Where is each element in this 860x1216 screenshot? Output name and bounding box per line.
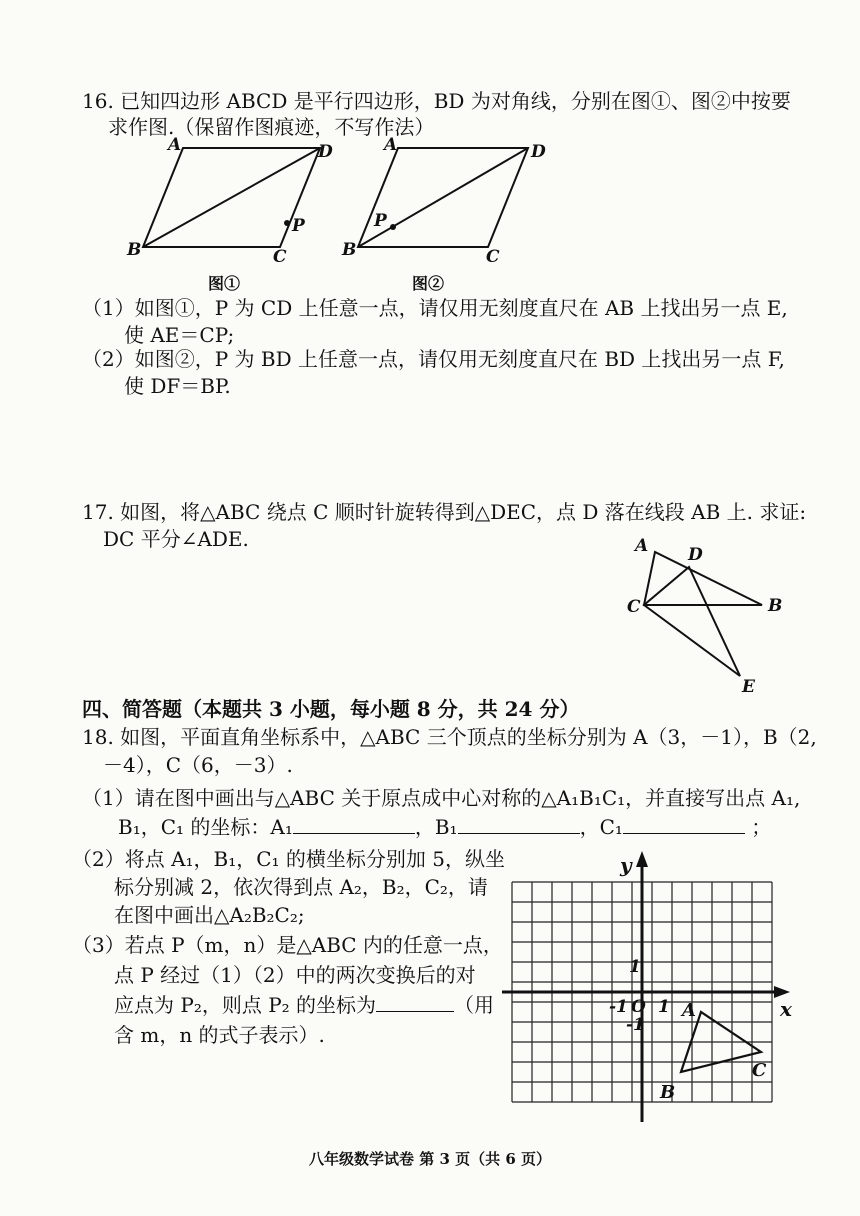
- fig1-caption: 图①: [208, 274, 241, 293]
- q16-stem-line2: 求作图.（保留作图痕迹，不写作法）: [108, 115, 435, 139]
- q18-part2-line1: （2）将点 A₁，B₁，C₁ 的横坐标分别加 5，纵坐: [72, 847, 506, 871]
- label-b-q17: B: [768, 596, 783, 616]
- page-footer: 八年级数学试卷 第 3 页（共 6 页）: [309, 1150, 551, 1168]
- label-a-q17: A: [635, 536, 649, 556]
- label-c-fig2: C: [486, 247, 500, 267]
- axis-x-label: x: [780, 997, 792, 1021]
- section4-heading: 四、简答题（本题共 3 小题，每小题 8 分，共 24 分）: [82, 697, 580, 721]
- tick-label-y-1: 1: [629, 957, 641, 977]
- tick-label-neg1-y: -1: [626, 1015, 645, 1035]
- fig2-caption: 图②: [412, 274, 445, 293]
- y-axis-arrow: [636, 851, 648, 867]
- label-d-q17: D: [688, 545, 703, 565]
- label-d-fig1: D: [318, 142, 333, 162]
- axis-y-label: y: [620, 853, 632, 877]
- label-a1: B₁，C₁ 的坐标：A₁: [118, 815, 293, 839]
- q18-part2-line3: 在图中画出△A₂B₂C₂;: [114, 903, 305, 927]
- label-b1: ，B₁: [414, 815, 458, 839]
- grid-point-a: A: [682, 1000, 696, 1021]
- label-p-fig1: P: [292, 216, 305, 236]
- label-d-fig2: D: [531, 142, 546, 162]
- q18-part3-line4: 含 m，n 的式子表示）.: [114, 1023, 325, 1047]
- label-c1: ，C₁: [579, 815, 623, 839]
- q16-part2-line1: （2）如图②，P 为 BD 上任意一点，请仅用无刻度直尺在 BD 上找出另一点 F,: [82, 347, 785, 371]
- q16-part2-line2: 使 DF＝BP.: [124, 374, 231, 398]
- label-c-q17: C: [627, 597, 641, 617]
- label-a-fig2: A: [384, 135, 398, 155]
- q17-stem-line1: 17. 如图，将△ABC 绕点 C 顺时针旋转得到△DEC，点 D 落在线段 AB 上. 求证:: [82, 500, 807, 524]
- label-b-fig1: B: [127, 240, 142, 260]
- grid-point-c: C: [752, 1060, 767, 1081]
- label-e-q17: E: [742, 677, 755, 697]
- q16-part1-line1: （1）如图①，P 为 CD 上任意一点，请仅用无刻度直尺在 AB 上找出另一点 E,: [82, 296, 788, 320]
- label-p-fig2: P: [374, 211, 387, 231]
- q16-part1-line2: 使 AE＝CP;: [124, 323, 235, 347]
- q18-part1-line1: （1）请在图中画出与△ABC 关于原点成中心对称的△A₁B₁C₁，并直接写出点 A₁,: [82, 786, 801, 810]
- origin-label: O: [631, 997, 646, 1017]
- q18-part3-line1: （3）若点 P（m，n）是△ABC 内的任意一点，: [72, 933, 503, 957]
- part1-end: ；: [751, 815, 772, 839]
- q16-stem-line1: 16. 已知四边形 ABCD 是平行四边形，BD 为对角线，分别在图①、图②中按要: [82, 89, 791, 113]
- q18-stem-line2: －4），C（6，－3）.: [103, 753, 293, 777]
- label-b-fig2: B: [342, 240, 357, 260]
- q18-stem-line1: 18. 如图，平面直角坐标系中，△ABC 三个顶点的坐标分别为 A（3，－1），B（2,: [82, 725, 817, 749]
- q18-part3-line2: 点 P 经过（1）（2）中的两次变换后的对: [114, 963, 476, 987]
- q17-stem-line2: DC 平分∠ADE.: [103, 527, 249, 551]
- grid-point-b: B: [660, 1082, 676, 1103]
- label-a-fig1: A: [168, 135, 182, 155]
- tick-label-neg1-x: -1: [609, 997, 628, 1017]
- tick-label-x-1: 1: [658, 997, 670, 1017]
- q18-part3-line3: 应点为 P₂，则点 P₂ 的坐标为 （用: [114, 993, 495, 1017]
- q18-part2-line2: 标分别减 2，依次得到点 A₂，B₂，C₂，请: [114, 875, 488, 899]
- label-c-fig1: C: [273, 247, 287, 267]
